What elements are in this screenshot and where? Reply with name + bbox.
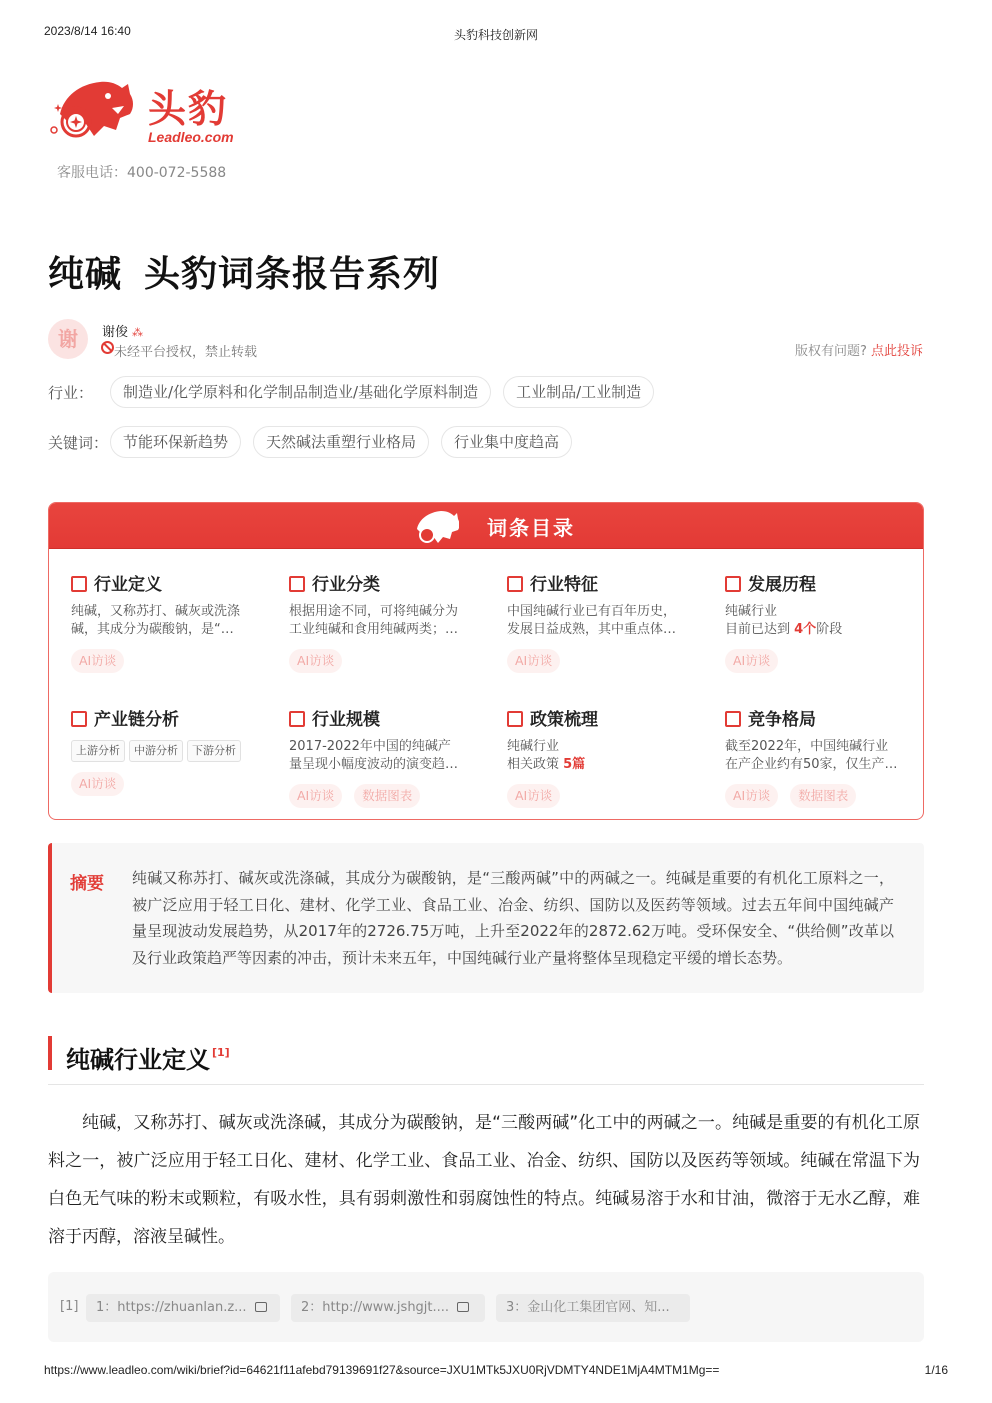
industry-tag[interactable]: 工业制品/工业制造	[503, 376, 654, 408]
catalog-item-policy[interactable]	[507, 708, 707, 808]
reference-link[interactable]	[496, 1294, 690, 1322]
catalog-panel	[48, 502, 924, 820]
reference-text: 2：http://www.jshgjt....	[301, 1300, 450, 1315]
print-header	[44, 24, 948, 42]
scale-icon	[289, 711, 305, 727]
section-title-text: 纯碱行业定义	[66, 1046, 210, 1074]
keyword-tag[interactable]: 行业集中度趋高	[441, 426, 572, 458]
logo-en-text: Leadleo.com	[148, 129, 234, 145]
body-paragraph: 纯碱，又称苏打、碱灰或洗涤碱，其成分为碳酸钠，是“三酸两碱”化工中的两碱之一。纯碱是重要的有机化工原料之一，被广泛应用于轻工日化、建材、化学工业、食品工业、冶金、纺织、国防以及医药等领域。纯碱在常温下为白色无气味的粉末或颗粒，有吸水性，具有弱刺激性和弱腐蚀性的特点。纯碱易溶于水和甘油，微溶于无水乙醇，难溶于丙醇，溶液呈碱性。	[48, 1113, 920, 1247]
industry-tag[interactable]: 制造业/化学原料和化学制品制造业/基础化学原料制造	[110, 376, 491, 408]
data-chart-button[interactable]: 数据图表	[790, 784, 856, 808]
catalog-item-scale[interactable]	[289, 708, 489, 808]
logo[interactable]	[44, 74, 254, 152]
catalog-item-title: 行业分类	[312, 575, 380, 595]
page-title	[48, 246, 440, 297]
ai-interview-button[interactable]: AI访谈	[71, 772, 124, 796]
ban-icon	[101, 341, 114, 354]
catalog-item-feature[interactable]	[507, 573, 707, 673]
ai-interview-button[interactable]: AI访谈	[725, 649, 778, 673]
author-badge-icon: ⁂	[132, 326, 144, 339]
page-number: 1/16	[924, 1363, 948, 1377]
copyright-notice: 未经平台授权，禁止转载	[114, 345, 258, 360]
ai-interview-button[interactable]: AI访谈	[507, 649, 560, 673]
catalog-item-desc: 纯碱行业	[725, 604, 778, 619]
catalog-item-desc: 发展日益成熟，其中重点体…	[507, 622, 677, 637]
keyword-tag[interactable]: 节能环保新趋势	[110, 426, 241, 458]
policy-count: 5篇	[563, 757, 586, 772]
ai-interview-button[interactable]: AI访谈	[289, 784, 342, 808]
catalog-item-classification[interactable]	[289, 573, 489, 673]
divider	[48, 1084, 924, 1085]
copyright-question: 版权有问题?	[794, 344, 867, 359]
upstream-tag[interactable]: 上游分析	[71, 740, 125, 762]
catalog-item-history[interactable]	[725, 573, 924, 673]
data-chart-button[interactable]: 数据图表	[354, 784, 420, 808]
reference-text: 3：金山化工集团官网、知...	[506, 1300, 670, 1315]
ai-interview-button[interactable]: AI访谈	[71, 649, 124, 673]
summary-label: 摘要	[70, 874, 104, 894]
catalog-item-title: 发展历程	[748, 575, 816, 595]
author-name-row	[102, 321, 143, 340]
summary-box	[48, 843, 924, 993]
catalog-item-title: 竞争格局	[748, 710, 816, 730]
external-link-icon	[457, 1302, 469, 1312]
catalog-item-desc: 量呈现小幅度波动的演变趋…	[289, 757, 459, 772]
leopard-logo-icon	[46, 74, 136, 144]
complaint-link[interactable]: 点此投诉	[870, 344, 923, 359]
ai-interview-button[interactable]: AI访谈	[507, 784, 560, 808]
downstream-tag[interactable]: 下游分析	[187, 740, 241, 762]
competition-icon	[725, 711, 741, 727]
reference-link[interactable]	[291, 1294, 485, 1322]
chain-icon	[71, 711, 87, 727]
section-title	[48, 1036, 230, 1074]
catalog-item-desc: 阶段	[816, 622, 843, 637]
catalog-item-desc: 相关政策	[507, 757, 564, 772]
catalog-item-desc: 目前已达到	[725, 622, 795, 637]
stage-count: 4个	[794, 622, 817, 637]
catalog-item-desc: 根据用途不同，可将纯碱分为	[289, 604, 459, 619]
catalog-item-desc: 纯碱，又称苏打、碱灰或洗涤	[71, 604, 241, 619]
copyright-complaint	[795, 340, 923, 359]
catalog-item-title: 行业规模	[312, 710, 380, 730]
catalog-item-title: 行业定义	[94, 575, 162, 595]
catalog-item-title: 政策梳理	[530, 710, 598, 730]
ai-interview-button[interactable]: AI访谈	[289, 649, 342, 673]
definition-icon	[71, 576, 87, 592]
external-link-icon	[255, 1302, 267, 1312]
keywords-row	[48, 426, 584, 458]
print-footer	[44, 1363, 948, 1379]
catalog-item-desc: 工业纯碱和食用纯碱两类；…	[289, 622, 459, 637]
keywords-label: 关键词：	[48, 433, 109, 452]
catalog-item-desc: 碱，其成分为碳酸钠，是“…	[71, 622, 234, 637]
reference-text: 1：https://zhuanlan.z...	[96, 1300, 247, 1315]
catalog-item-desc: 截至2022年，中国纯碱行业	[725, 739, 889, 754]
catalog-item-desc: 2017-2022年中国的纯碱产	[289, 739, 451, 754]
catalog-header	[49, 503, 923, 549]
title-series: 头豹词条报告系列	[144, 254, 441, 295]
summary-text: 纯碱又称苏打、碱灰或洗涤碱，其成分为碳酸钠，是“三酸两碱”中的两碱之一。纯碱是重要的有机化工原料之一，被广泛应用于轻工日化、建材、化学工业、食品工业、冶金、纺织、国防以及医药等领域。过去五年间中国纯碱产量呈现波动发展趋势，从2017年的2726.75万吨，上升至2022年的2872.62万吨。受环保安全、“供给侧”改革以及行业政策趋严等因素的冲击，预计未来五年，中国纯碱行业产量将整体呈现稳定平缓的增长态势。	[132, 869, 894, 967]
feature-icon	[507, 576, 523, 592]
customer-hotline: 客服电话：400-072-5588	[57, 165, 227, 181]
catalog-item-desc: 纯碱行业	[507, 739, 560, 754]
policy-icon	[507, 711, 523, 727]
catalog-item-definition[interactable]	[71, 573, 271, 673]
catalog-title: 词条目录	[487, 516, 575, 540]
reference-marker[interactable]: [1]	[212, 1046, 230, 1059]
print-site-title: 头豹科技创新网	[453, 28, 538, 42]
industry-label: 行业：	[48, 383, 94, 402]
catalog-item-desc: 中国纯碱行业已有百年历史，	[507, 604, 677, 619]
ai-interview-button[interactable]: AI访谈	[725, 784, 778, 808]
reference-index: [1]	[60, 1299, 79, 1314]
reference-link[interactable]	[86, 1294, 280, 1322]
history-icon	[725, 576, 741, 592]
industry-row	[48, 376, 666, 408]
catalog-item-desc: 在产企业约有50家，仅生产…	[725, 757, 898, 772]
title-main: 纯碱	[48, 254, 123, 295]
logo-cn-text: 头豹	[148, 87, 229, 131]
classification-icon	[289, 576, 305, 592]
catalog-item-competition[interactable]	[725, 708, 924, 808]
catalog-item-title: 产业链分析	[94, 710, 179, 730]
catalog-item-title: 行业特征	[530, 575, 598, 595]
author-name[interactable]: 谢俊	[102, 325, 129, 340]
references-box	[48, 1272, 924, 1342]
page-url: https://www.leadleo.com/wiki/brief?id=64621f11afebd79139691f27&source=JXU1MTk5JXU0RjVDMTY4NDE1MjA4MTM1Mg==	[44, 1363, 720, 1377]
keyword-tag[interactable]: 天然碱法重塑行业格局	[253, 426, 429, 458]
print-datetime: 2023/8/14 16:40	[44, 24, 131, 38]
avatar[interactable]: 谢	[48, 319, 88, 359]
midstream-tag[interactable]: 中游分析	[129, 740, 183, 762]
catalog-item-chain[interactable]	[71, 708, 271, 796]
